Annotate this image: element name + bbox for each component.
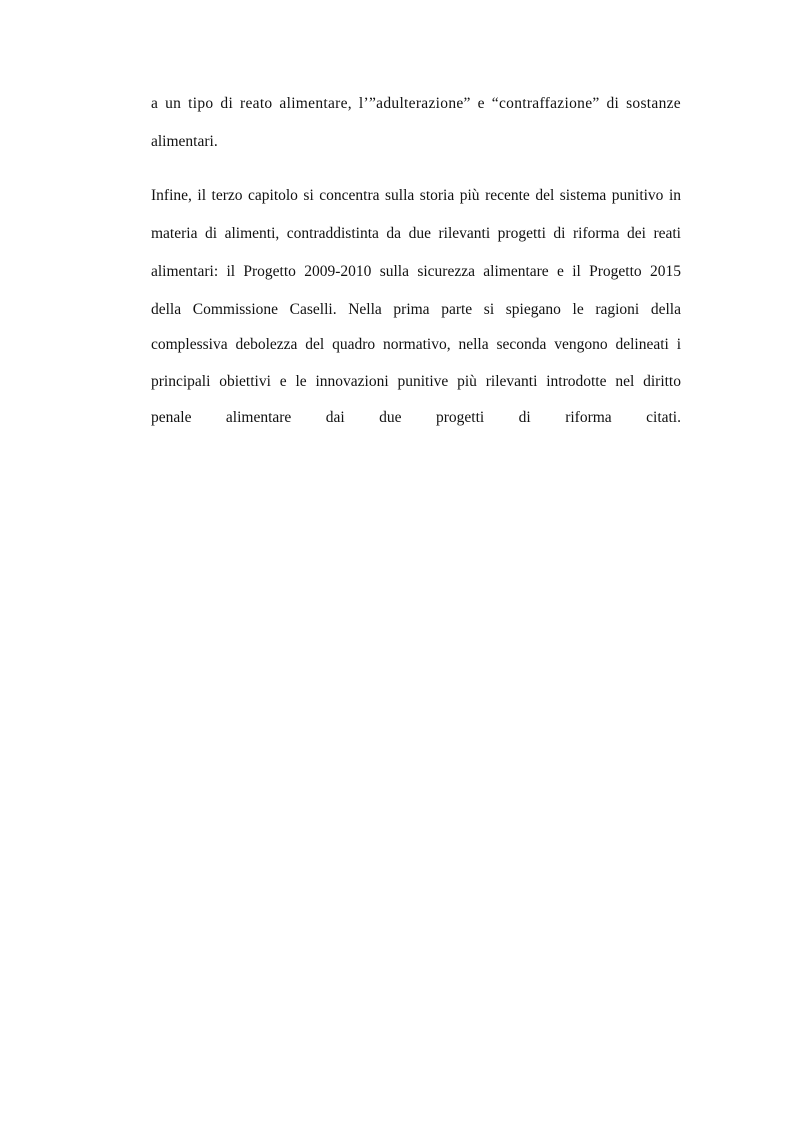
paragraph-2-line-5: complessiva debolezza del quadro normativo, nella seconda vengono delineati i	[151, 336, 681, 353]
paragraph-2-line-1: Infine, il terzo capitolo si concentra sulla storia più recente del sistema punitivo in	[151, 187, 681, 204]
paragraph-2-line-4: della Commissione Caselli. Nella prima parte si spiegano le ragioni della	[151, 301, 681, 318]
paragraph-2-line-3: alimentari: il Progetto 2009-2010 sulla sicurezza alimentare e il Progetto 2015	[151, 263, 681, 280]
paragraph-1-line-1: a un tipo di reato alimentare, l’”adulterazione” e “contraffazione” di sostanze	[151, 95, 681, 112]
paragraph-1-line-2: alimentari.	[151, 133, 218, 150]
paragraph-2-line-7: penale alimentare dai due progetti di riforma citati.	[151, 409, 681, 426]
paragraph-2-line-2: materia di alimenti, contraddistinta da due rilevanti progetti di riforma dei reati	[151, 225, 681, 242]
paragraph-2-line-6: principali obiettivi e le innovazioni punitive più rilevanti introdotte nel diritto	[151, 373, 681, 390]
